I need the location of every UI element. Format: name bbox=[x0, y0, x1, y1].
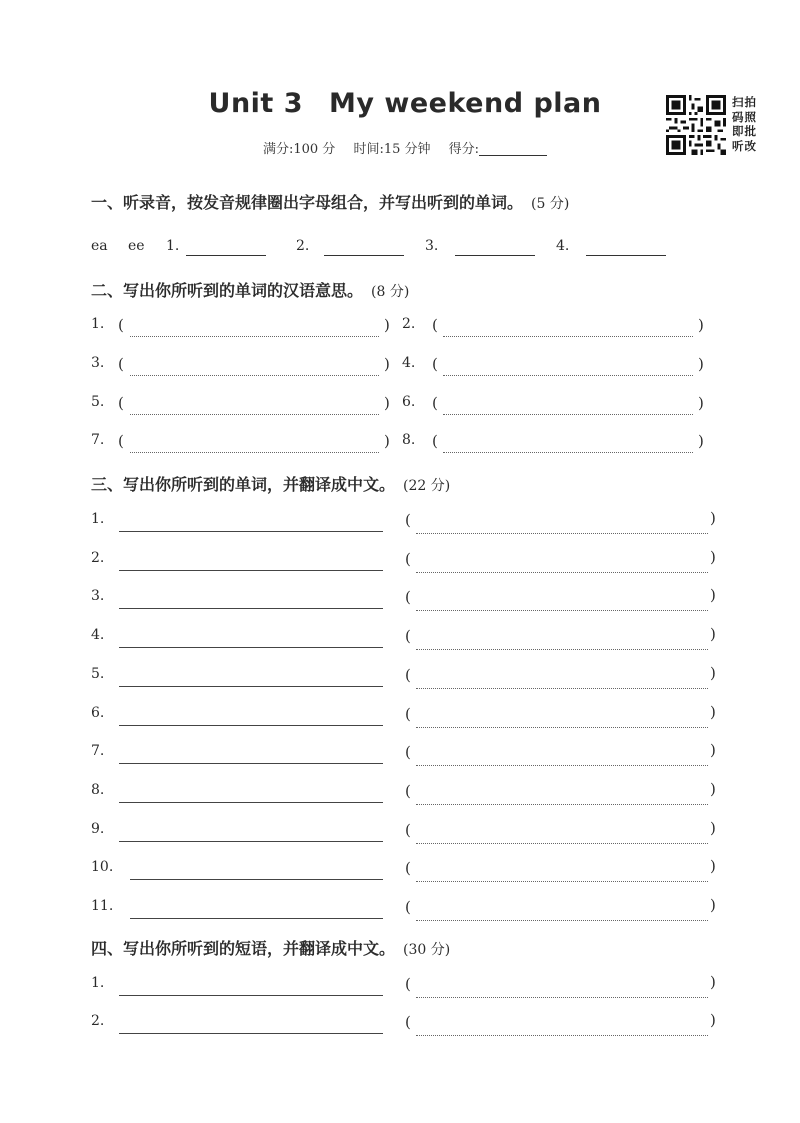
close-paren: ) bbox=[698, 355, 704, 373]
translation-blank[interactable] bbox=[416, 649, 708, 650]
open-paren: ( bbox=[405, 665, 411, 684]
item-number: 9. bbox=[91, 820, 105, 837]
close-paren: ) bbox=[710, 509, 716, 527]
score-blank[interactable] bbox=[479, 155, 547, 156]
translation-blank[interactable] bbox=[416, 881, 708, 882]
translation-blank[interactable] bbox=[416, 1035, 708, 1036]
close-paren: ) bbox=[384, 394, 390, 412]
close-paren: ) bbox=[710, 547, 716, 566]
close-paren: ) bbox=[384, 316, 390, 334]
open-paren: ( bbox=[118, 432, 124, 450]
open-paren: ( bbox=[405, 859, 411, 878]
open-paren: ( bbox=[405, 975, 411, 993]
translation-blank[interactable] bbox=[416, 688, 708, 689]
word-blank[interactable] bbox=[130, 918, 383, 919]
close-paren: ) bbox=[384, 355, 390, 373]
answer-blank[interactable] bbox=[443, 452, 693, 453]
answer-blank[interactable] bbox=[455, 255, 535, 256]
item-number: 5. bbox=[91, 665, 105, 682]
translation-blank[interactable] bbox=[416, 533, 708, 534]
score-label: 得分: bbox=[449, 142, 547, 157]
open-paren: ( bbox=[405, 781, 411, 800]
close-paren: ) bbox=[698, 316, 704, 334]
item-number: 3. bbox=[91, 588, 105, 605]
word-blank[interactable] bbox=[119, 841, 383, 842]
open-paren: ( bbox=[432, 355, 438, 373]
word-blank[interactable] bbox=[130, 879, 383, 880]
word-blank[interactable] bbox=[119, 570, 383, 571]
close-paren: ) bbox=[710, 896, 716, 914]
close-paren: ) bbox=[710, 663, 716, 682]
close-paren: ) bbox=[698, 394, 704, 412]
s2-item-number: 8. bbox=[402, 432, 416, 448]
qr-scan-label: 扫拍码照即批听改 bbox=[732, 95, 757, 153]
open-paren: ( bbox=[432, 394, 438, 412]
close-paren: ) bbox=[384, 432, 390, 450]
item-number: 8. bbox=[91, 781, 105, 798]
item-number: 11. bbox=[91, 898, 114, 914]
close-paren: ) bbox=[710, 818, 716, 837]
close-paren: ) bbox=[710, 741, 716, 760]
answer-blank[interactable] bbox=[130, 452, 379, 453]
item-number: 4. bbox=[91, 627, 105, 644]
item-number: 2. bbox=[91, 549, 105, 566]
close-paren: ) bbox=[710, 779, 716, 798]
open-paren: ( bbox=[405, 743, 411, 762]
open-paren: ( bbox=[405, 549, 411, 568]
open-paren: ( bbox=[405, 588, 411, 607]
close-paren: ) bbox=[710, 857, 716, 876]
s2-item-number: 7. bbox=[91, 432, 105, 448]
full-score: 满分:100 分 bbox=[262, 142, 336, 157]
section-2-heading: 二、写出你所听到的单词的汉语意思。 (8 分) bbox=[91, 281, 410, 300]
open-paren: ( bbox=[405, 898, 411, 916]
answer-blank[interactable] bbox=[324, 255, 404, 256]
s2-item-number: 2. bbox=[402, 316, 416, 332]
open-paren: ( bbox=[405, 820, 411, 839]
word-blank[interactable] bbox=[119, 608, 383, 609]
word-blank[interactable] bbox=[119, 531, 383, 532]
item-number: 2. bbox=[91, 1013, 105, 1029]
word-blank[interactable] bbox=[119, 802, 383, 803]
open-paren: ( bbox=[432, 316, 438, 334]
close-paren: ) bbox=[710, 1011, 716, 1029]
open-paren: ( bbox=[118, 394, 124, 412]
translation-blank[interactable] bbox=[416, 610, 708, 611]
translation-blank[interactable] bbox=[416, 572, 708, 573]
close-paren: ) bbox=[710, 973, 716, 991]
open-paren: ( bbox=[432, 432, 438, 450]
qr-code-icon[interactable] bbox=[665, 95, 727, 155]
answer-blank[interactable] bbox=[443, 414, 693, 415]
translation-blank[interactable] bbox=[416, 804, 708, 805]
word-blank[interactable] bbox=[119, 686, 383, 687]
translation-blank[interactable] bbox=[416, 997, 708, 998]
word-blank[interactable] bbox=[119, 725, 383, 726]
open-paren: ( bbox=[118, 316, 124, 334]
close-paren: ) bbox=[710, 625, 716, 644]
option-ea[interactable]: ea bbox=[91, 238, 108, 254]
s2-item-number: 6. bbox=[402, 394, 416, 410]
close-paren: ) bbox=[710, 702, 716, 721]
answer-blank[interactable] bbox=[586, 255, 666, 256]
word-blank[interactable] bbox=[119, 763, 383, 764]
open-paren: ( bbox=[405, 627, 411, 646]
section-1-heading: 一、听录音，按发音规律圈出字母组合，并写出听到的单词。 (5 分) bbox=[91, 193, 570, 212]
item-number: 6. bbox=[91, 704, 105, 721]
open-paren: ( bbox=[118, 355, 124, 373]
s2-item-number: 1. bbox=[91, 316, 105, 332]
translation-blank[interactable] bbox=[416, 765, 708, 766]
translation-blank[interactable] bbox=[416, 920, 708, 921]
word-blank[interactable] bbox=[119, 995, 383, 996]
s2-item-number: 4. bbox=[402, 355, 416, 371]
unit-title: My weekend plan bbox=[329, 88, 602, 119]
close-paren: ) bbox=[698, 432, 704, 450]
answer-blank[interactable] bbox=[130, 414, 379, 415]
answer-blank[interactable] bbox=[130, 336, 379, 337]
item-number: 7. bbox=[91, 743, 105, 760]
answer-blank[interactable] bbox=[443, 375, 693, 376]
section-4-heading: 四、写出你所听到的短语，并翻译成中文。 (30 分) bbox=[91, 939, 451, 958]
option-ee[interactable]: ee bbox=[128, 238, 145, 254]
open-paren: ( bbox=[405, 1013, 411, 1031]
translation-blank[interactable] bbox=[416, 843, 708, 844]
section-3-heading: 三、写出你所听到的单词，并翻译成中文。 (22 分) bbox=[91, 475, 451, 494]
answer-blank[interactable] bbox=[443, 336, 693, 337]
s2-item-number: 3. bbox=[91, 355, 105, 371]
item-number: 10. bbox=[91, 859, 114, 876]
close-paren: ) bbox=[710, 586, 716, 605]
item-number: 1. bbox=[91, 511, 105, 527]
time-limit: 时间:15 分钟 bbox=[353, 142, 431, 157]
answer-blank[interactable] bbox=[186, 255, 266, 256]
open-paren: ( bbox=[405, 511, 411, 529]
open-paren: ( bbox=[405, 704, 411, 723]
word-blank[interactable] bbox=[119, 647, 383, 648]
translation-blank[interactable] bbox=[416, 727, 708, 728]
unit-label: Unit 3 bbox=[208, 88, 304, 119]
word-blank[interactable] bbox=[119, 1033, 383, 1034]
s2-item-number: 5. bbox=[91, 394, 105, 410]
answer-blank[interactable] bbox=[130, 375, 379, 376]
item-number: 1. bbox=[91, 975, 105, 991]
